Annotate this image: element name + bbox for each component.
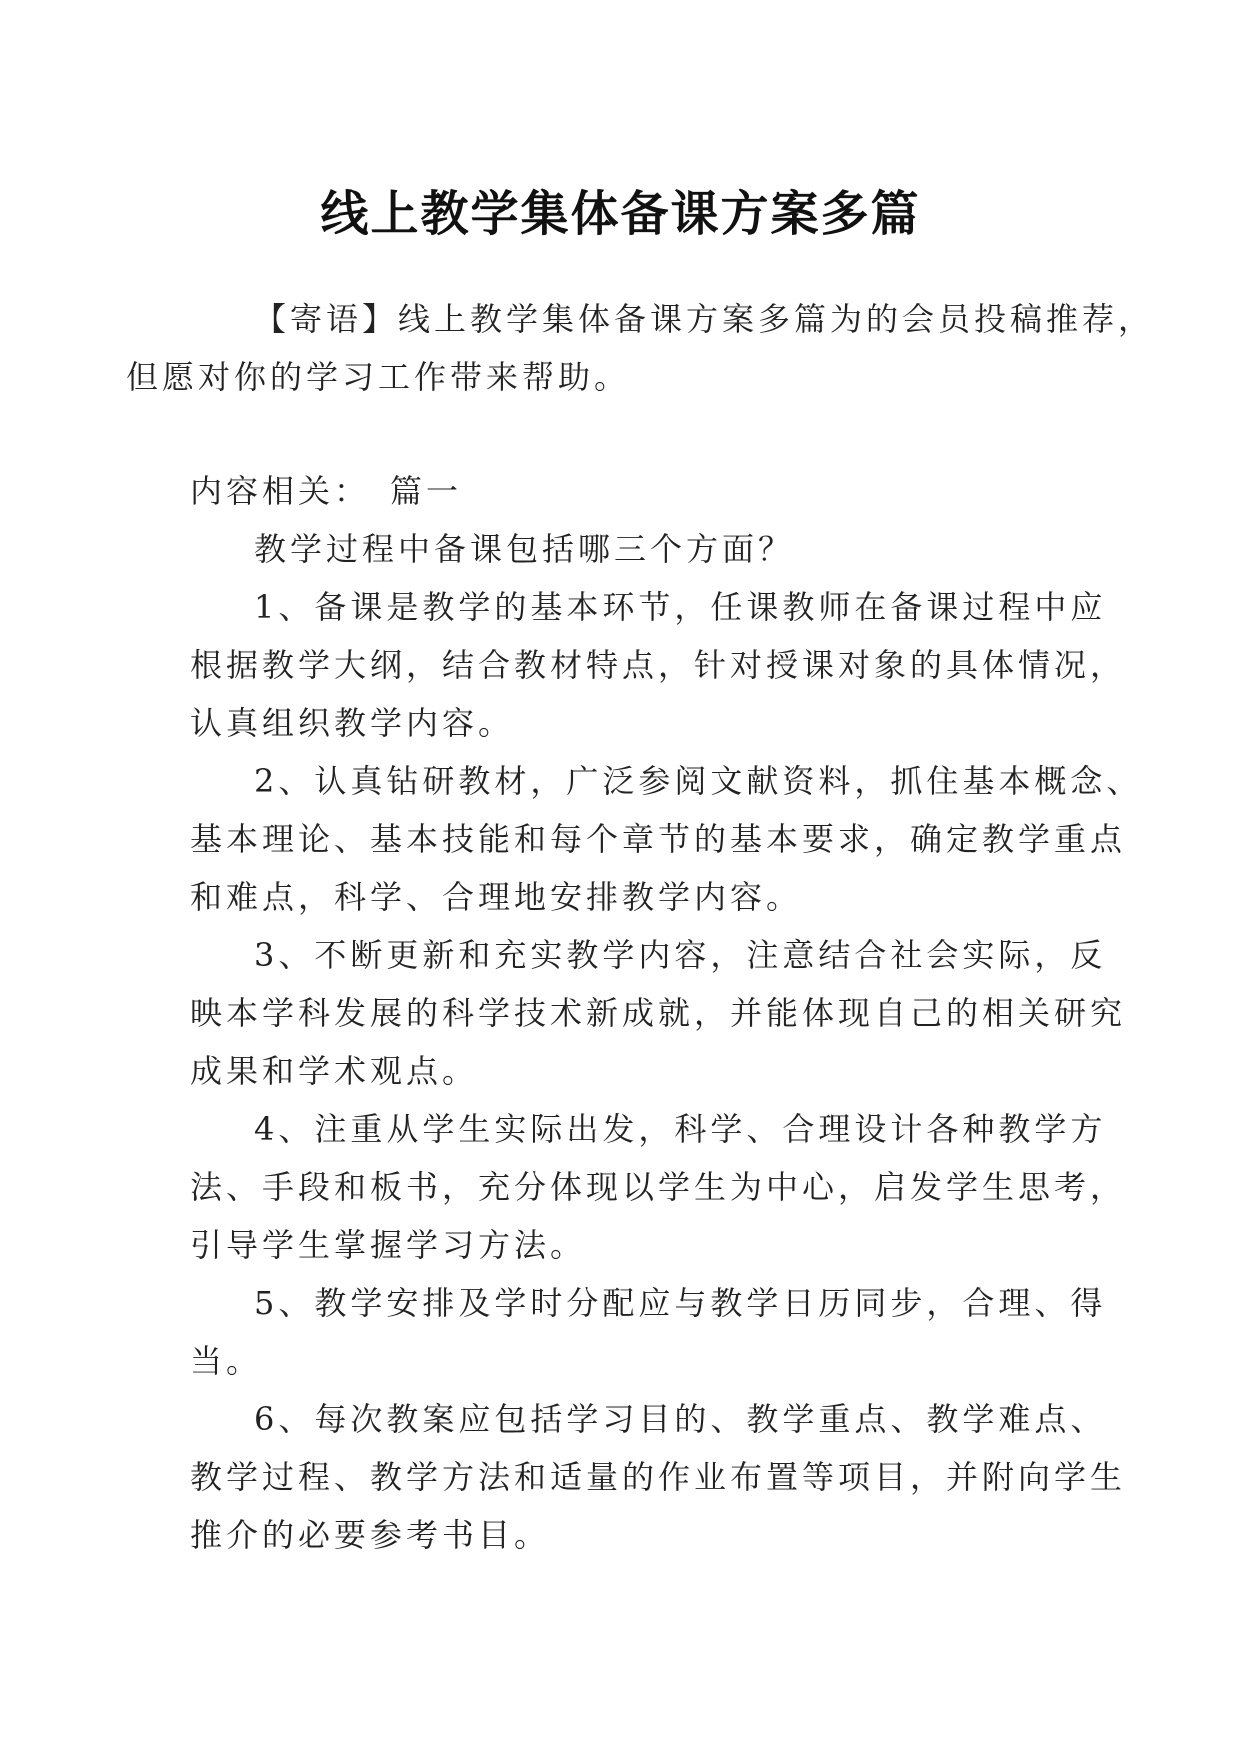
item-line: 5、教学安排及学时分配应与教学日历同步，合理、得: [254, 1284, 1107, 1322]
related-line: 内容相关： 篇一: [190, 472, 463, 510]
question-line: 教学过程中备课包括哪三个方面？: [254, 530, 795, 568]
item-line: 法、手段和板书，充分体现以学生为中心，启发学生思考，: [190, 1168, 1127, 1206]
list-item: [190, 1100, 1127, 1274]
list-item: [190, 578, 1127, 752]
item-line: 1、备课是教学的基本环节，任课教师在备课过程中应: [254, 588, 1107, 626]
item-line: 映本学科发展的科学技术新成就，并能体现自己的相关研究: [190, 994, 1127, 1032]
list-item: [190, 926, 1127, 1100]
document-title: 线上教学集体备课方案多篇: [320, 186, 921, 243]
item-line: 推介的必要参考书目。: [190, 1516, 551, 1554]
intro-line: 但愿对你的学习工作带来帮助。: [126, 358, 631, 396]
item-line: 3、不断更新和充实教学内容，注意结合社会实际，反: [254, 936, 1107, 974]
item-line: 当。: [190, 1342, 263, 1380]
item-line: 6、每次教案应包括学习目的、教学重点、教学难点、: [254, 1400, 1107, 1438]
item-line: 教学过程、教学方法和适量的作业布置等项目，并附向学生: [190, 1458, 1127, 1496]
document-body: [126, 290, 1155, 1564]
item-line: 2、认真钻研教材，广泛参阅文献资料，抓住基本概念、: [254, 762, 1143, 800]
intro-paragraph: [126, 290, 1155, 406]
item-line: 成果和学术观点。: [190, 1052, 479, 1090]
list-item: [190, 1390, 1127, 1564]
list-item: [190, 1274, 1107, 1390]
item-line: 基本理论、基本技能和每个章节的基本要求，确定教学重点: [190, 820, 1127, 858]
item-line: 和难点，科学、合理地安排教学内容。: [190, 878, 803, 916]
item-line: 4、注重从学生实际出发，科学、合理设计各种教学方: [254, 1110, 1107, 1148]
intro-line: 【寄语】线上教学集体备课方案多篇为的会员投稿推荐，: [254, 300, 1155, 338]
item-line: 引导学生掌握学习方法。: [190, 1226, 587, 1264]
list-item: [190, 752, 1143, 926]
item-line: 根据教学大纲，结合教材特点，针对授课对象的具体情况，: [190, 646, 1127, 684]
item-line: 认真组织教学内容。: [190, 704, 515, 742]
